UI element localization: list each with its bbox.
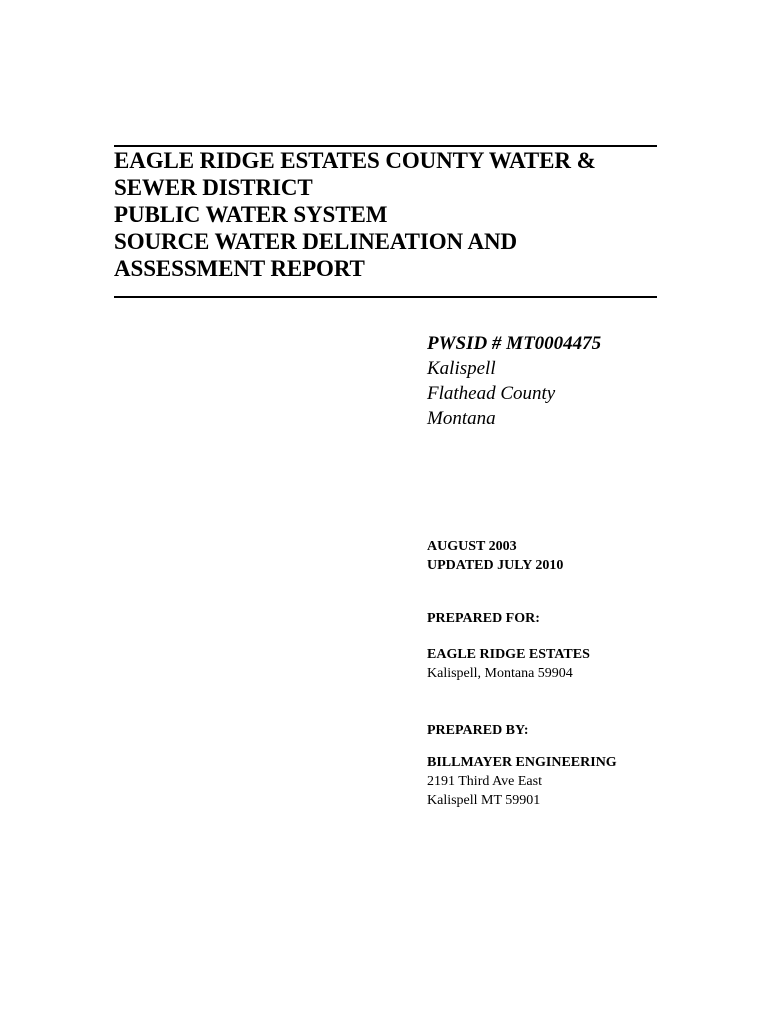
client-name: EAGLE RIDGE ESTATES — [427, 647, 590, 662]
system-city: Kalispell — [427, 358, 496, 379]
title-line-1: EAGLE RIDGE ESTATES COUNTY WATER & — [114, 148, 596, 173]
title-line-2: SEWER DISTRICT — [114, 175, 313, 200]
prepared-for-label: PREPARED FOR: — [427, 611, 540, 626]
pwsid-number: PWSID # MT0004475 — [427, 333, 602, 354]
report-title — [114, 147, 674, 282]
title-line-3: PUBLIC WATER SYSTEM — [114, 202, 388, 227]
client-address: Kalispell, Montana 59904 — [427, 666, 573, 681]
prepared-for-details — [427, 645, 727, 683]
engineer-city: Kalispell MT 59901 — [427, 793, 541, 808]
prepared-by-heading — [427, 721, 727, 740]
system-state: Montana — [427, 408, 496, 429]
prepared-by-label: PREPARED BY: — [427, 723, 529, 738]
prepared-for-heading — [427, 609, 727, 628]
engineer-street: 2191 Third Ave East — [427, 774, 542, 789]
engineer-name: BILLMAYER ENGINEERING — [427, 755, 617, 770]
system-info — [427, 332, 727, 431]
title-bottom-rule — [114, 296, 657, 298]
prepared-by-details — [427, 753, 727, 810]
original-date: AUGUST 2003 — [427, 539, 517, 554]
report-dates — [427, 537, 727, 575]
title-line-4: SOURCE WATER DELINEATION AND — [114, 229, 517, 254]
system-county: Flathead County — [427, 383, 556, 404]
updated-date: UPDATED JULY 2010 — [427, 558, 564, 573]
title-line-5: ASSESSMENT REPORT — [114, 256, 365, 281]
